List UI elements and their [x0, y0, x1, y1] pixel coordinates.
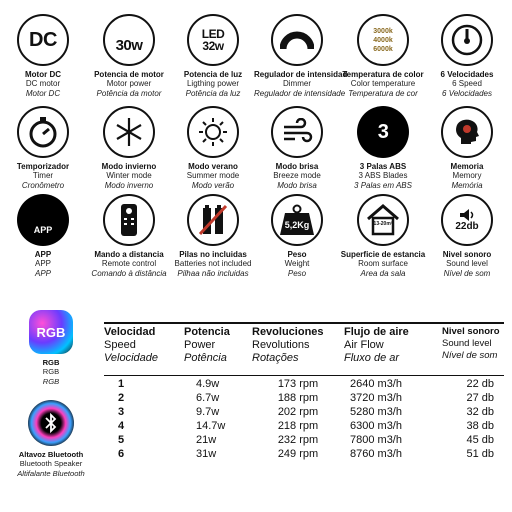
feature-motor-power: 30w Potencia de motor Motor power Potência da motor: [86, 14, 172, 98]
feature-motor-dc: DC Motor DC DC motor Motor DC: [0, 14, 86, 98]
table-cell: 45 db: [466, 434, 494, 446]
dc-icon: DC: [17, 14, 69, 66]
table-row: [104, 433, 504, 447]
table-cell: 188 rpm: [277, 392, 319, 404]
table-cell: 3720 m3/h: [350, 392, 402, 404]
dimmer-icon: [271, 14, 323, 66]
table-cell: 32 db: [466, 406, 494, 418]
table-cell: 1: [117, 378, 125, 390]
feature-blades: 3 3 Palas ABS 3 ABS Blades 3 Palas em ABS: [340, 106, 426, 190]
table-cell: 4.9w: [196, 378, 220, 390]
feature-memory: Memoria Memory Memória: [424, 106, 510, 190]
table-cell: 51 db: [466, 448, 494, 460]
table-body: [104, 365, 504, 461]
header-power: Potencia Power Potência: [184, 326, 230, 364]
wind-icon: [271, 106, 323, 158]
table-cell: 4: [117, 420, 125, 432]
table-row: [104, 405, 504, 419]
feature-speeds: 6 Velocidades 6 Speed 6 Velocidades: [424, 14, 510, 98]
header-airflow: Flujo de aire Air Flow Fluxo de ar: [344, 326, 409, 364]
table-cell: 9.7w: [196, 406, 220, 418]
table-row: [104, 419, 504, 433]
fan-blades-icon: 3: [357, 106, 409, 158]
remote-control-icon: [103, 194, 155, 246]
feature-noise: 22db Nivel sonoro Sound level Nível de som: [424, 194, 510, 278]
table-cell: 5: [117, 434, 125, 446]
table-cell: 14.7w: [196, 420, 226, 432]
feature-dimmer: Regulador de intensidad Dimmer Regulador de intensidade: [254, 14, 340, 98]
feature-remote: Mando a distancia Remote control Comando à distância: [86, 194, 172, 278]
feature-app: APP APP APP APP: [0, 194, 86, 278]
feature-room: 13-20m² Superficie de estancia Room surface Area da sala: [340, 194, 426, 278]
table-row: [104, 447, 504, 461]
table-header-row: [104, 326, 504, 365]
sun-icon: [187, 106, 239, 158]
rgb-icon: RGB: [29, 310, 73, 354]
feature-color-temp: 3000k 4000k 6000k Temperatura de color Color temperature Temperatura de cor: [340, 14, 426, 98]
table-cell: 2640 m3/h: [350, 378, 402, 390]
table-cell: 6: [117, 448, 125, 460]
feature-weight: 5,2Kg Peso Weight Peso: [254, 194, 340, 278]
table-cell: 173 rpm: [277, 378, 319, 390]
table-cell: 38 db: [466, 420, 494, 432]
snowflake-icon: [103, 106, 155, 158]
table-cell: 232 rpm: [277, 434, 319, 446]
stopwatch-icon: [17, 106, 69, 158]
bluetooth-speaker-icon: [28, 400, 74, 446]
feature-batteries: Pilas no incluidas Batteries not included Pilhaa não incluidas: [170, 194, 256, 278]
feature-rgb: RGB RGB RGB RGB: [6, 310, 96, 386]
header-sound-level: Nivel sonoro Sound level Nível de som: [442, 326, 500, 361]
table-cell: 2: [117, 392, 125, 404]
batteries-icon: [187, 194, 239, 246]
app-icon: APP: [17, 194, 69, 246]
house-icon: 13-20m²: [357, 194, 409, 246]
led-icon: LED 32w: [187, 14, 239, 66]
table-cell: 8760 m3/h: [350, 448, 402, 460]
feature-light-power: LED 32w Potencia de luz Ligthing power Potência da luz: [170, 14, 256, 98]
table-cell: 22 db: [466, 378, 494, 390]
table-cell: 6.7w: [196, 392, 220, 404]
feature-breeze: Modo brisa Breeze mode Modo brisa: [254, 106, 340, 190]
table-cell: 31w: [196, 448, 217, 460]
table-cell: 218 rpm: [277, 420, 319, 432]
spec-table: [104, 326, 504, 461]
table-cell: 3: [117, 406, 125, 418]
table-row: [104, 377, 504, 391]
head-memory-icon: [441, 106, 493, 158]
header-revolutions: Revoluciones Revolutions Rotações: [252, 326, 324, 364]
feature-winter: Modo invierno Winter mode Modo inverno: [86, 106, 172, 190]
color-temperature-icon: 3000k 4000k 6000k: [357, 14, 409, 66]
table-cell: 27 db: [466, 392, 494, 404]
weight-icon: 5,2Kg: [271, 194, 323, 246]
speedometer-icon: [441, 14, 493, 66]
motor-power-icon: 30w: [103, 14, 155, 66]
table-cell: 249 rpm: [277, 448, 319, 460]
table-cell: 7800 m3/h: [350, 434, 402, 446]
header-speed: Velocidad Speed Velocidade: [104, 326, 159, 364]
feature-timer: Temporizador Timer Cronômetro: [0, 106, 86, 190]
table-cell: 5280 m3/h: [350, 406, 402, 418]
table-cell: 202 rpm: [277, 406, 319, 418]
table-header-rule: [104, 375, 504, 376]
table-row: [104, 391, 504, 405]
table-cell: 6300 m3/h: [350, 420, 402, 432]
table-top-rule: [104, 322, 504, 324]
feature-bluetooth: Altavoz Bluetooth Bluetooth Speaker Altifalante Bluetooth: [6, 400, 96, 478]
feature-summer: Modo verano Summer mode Modo verão: [170, 106, 256, 190]
table-cell: 21w: [196, 434, 217, 446]
speaker-icon: 22db: [441, 194, 493, 246]
